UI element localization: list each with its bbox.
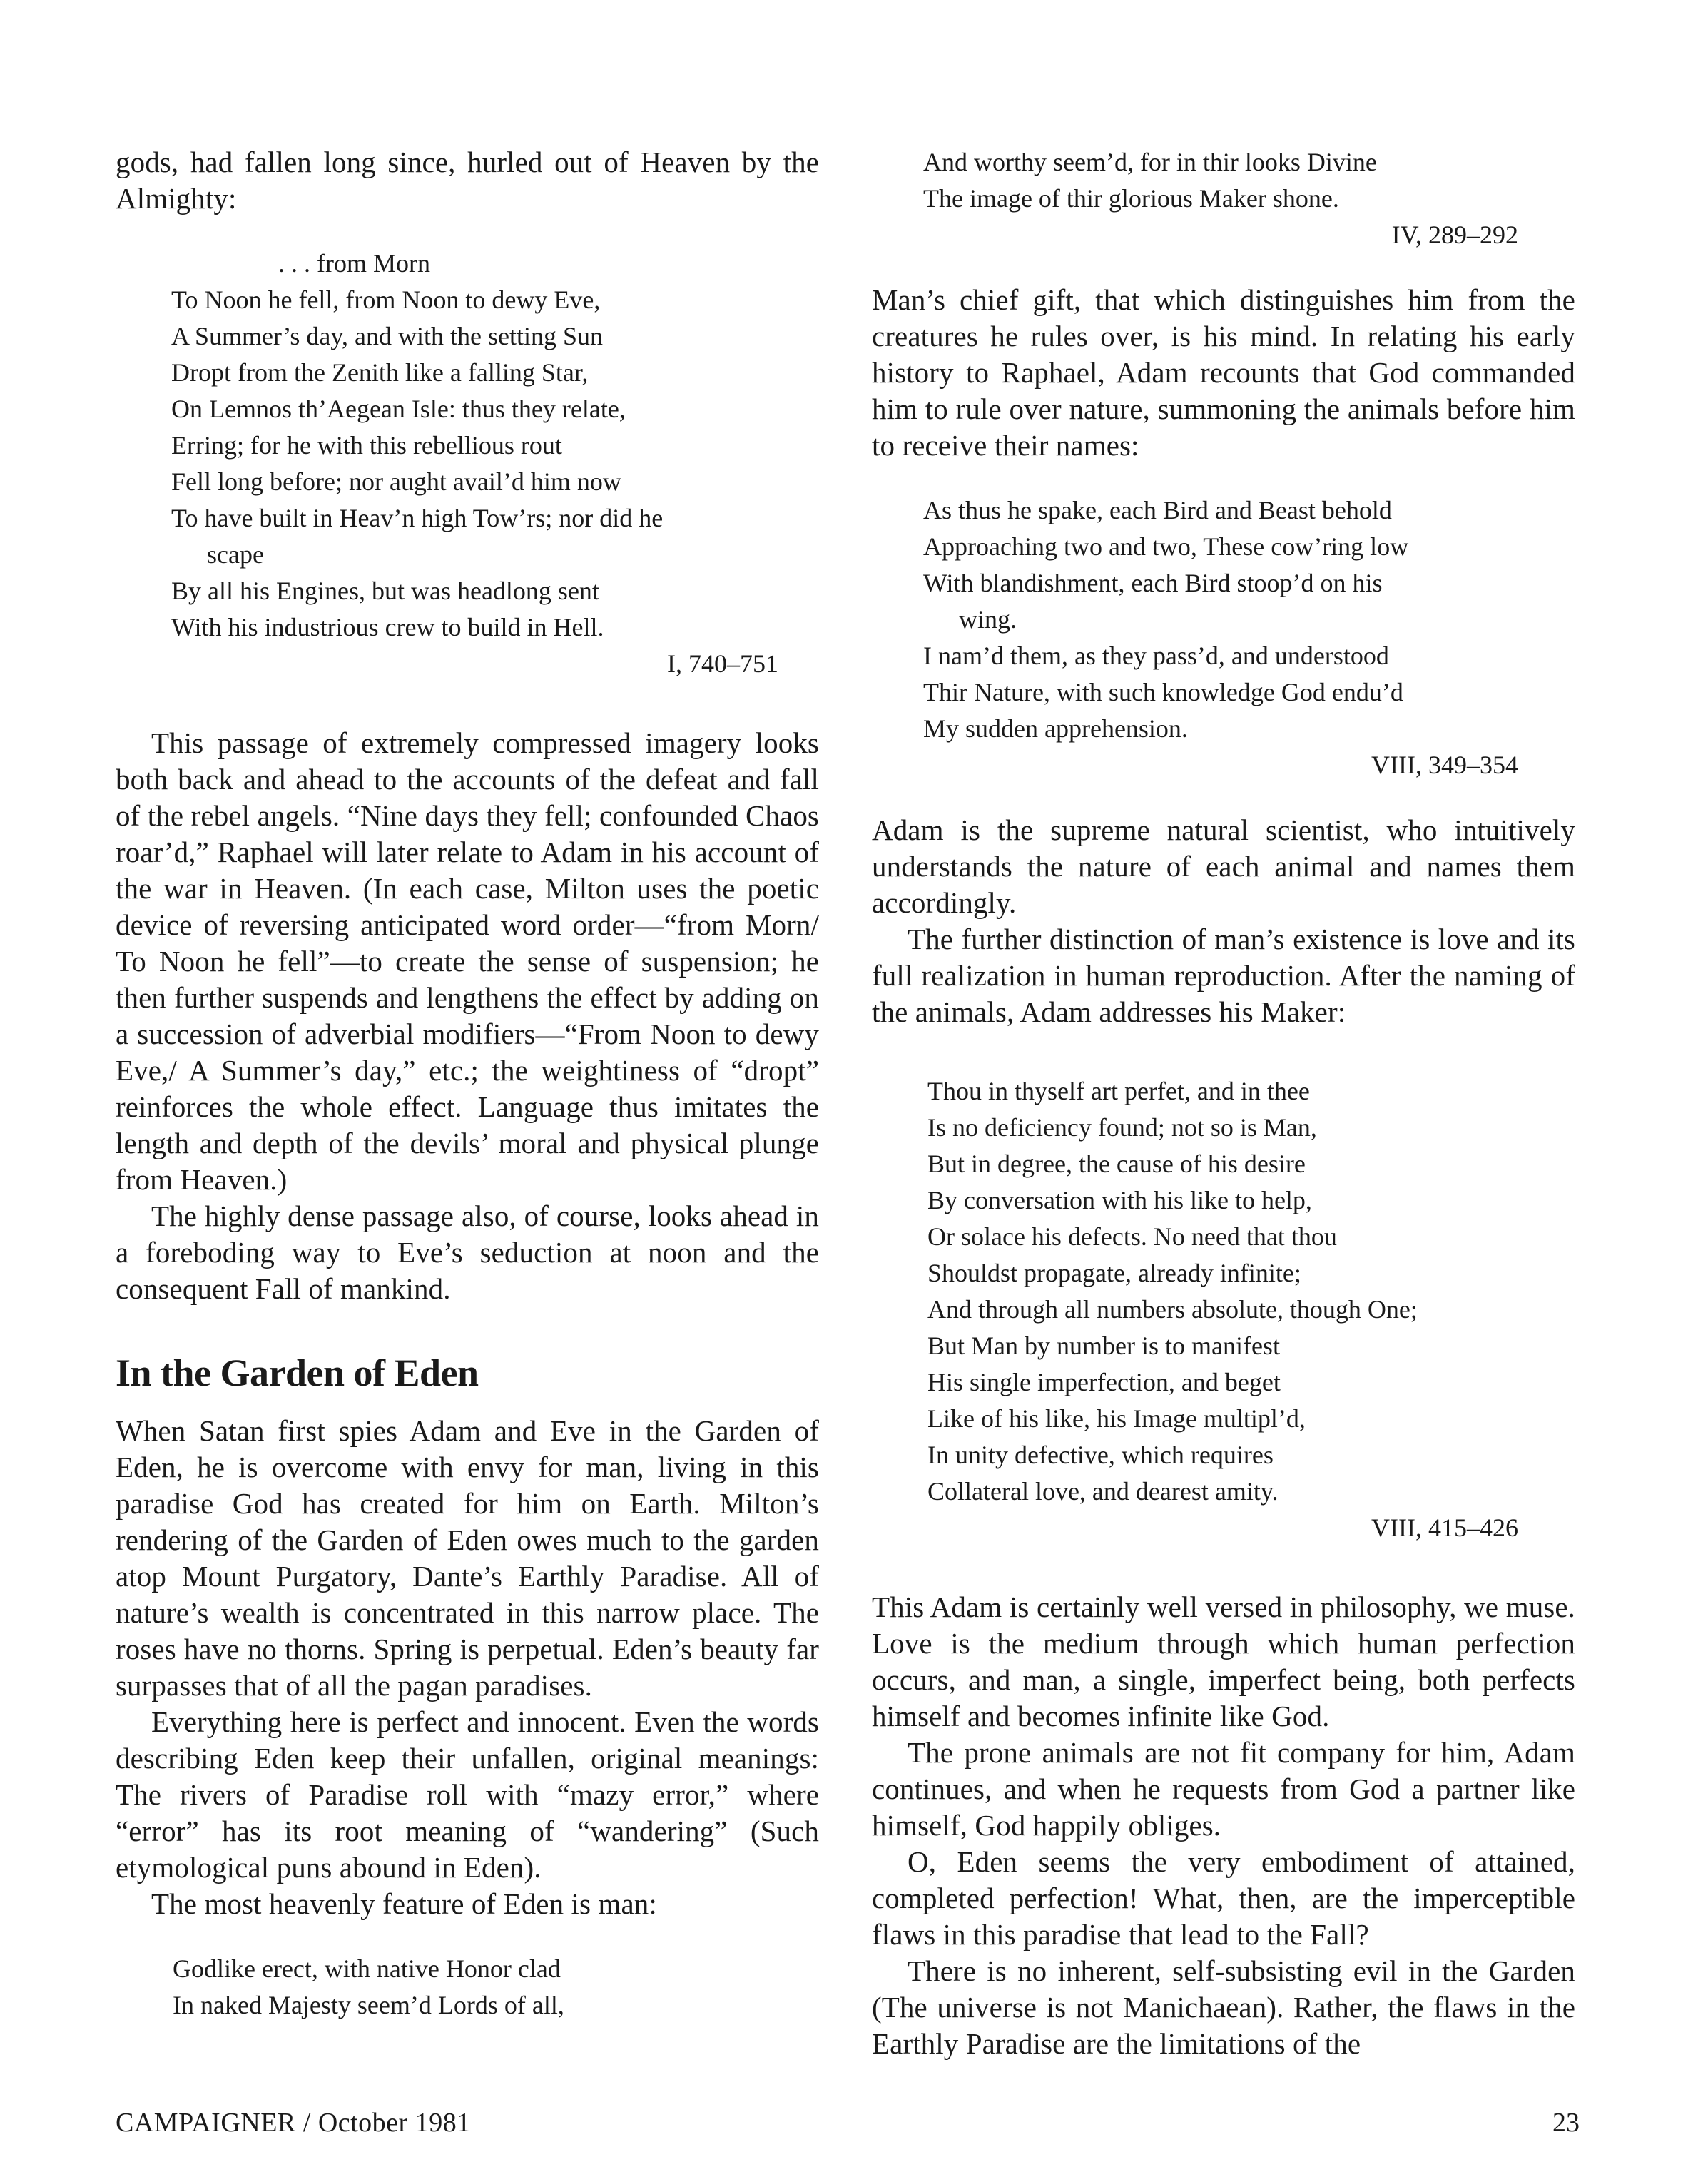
verse-line: A Summer’s day, and with the setting Sun — [171, 322, 603, 350]
paragraph: This Adam is certainly well versed in philosophy, we muse. Love is the medium through which human perfection occurs, and man, a single, imperfect being, both perfects himself and becomes infinite like God. — [872, 1590, 1575, 1732]
verse-line: But Man by number is to manifest — [927, 1331, 1280, 1360]
paragraph: Everything here is perfect and innocent. Even the words describing Eden keep their unfallen, original meanings: The rivers of Paradise roll with “mazy error,” where “error” has its root meaning of “wandering” (Such etymological puns abound in Eden). — [116, 1705, 819, 1884]
verse-line: As thus he spake, each Bird and Beast behold — [923, 496, 1392, 524]
verse-line: In unity defective, which requires — [927, 1441, 1274, 1469]
left-column — [116, 144, 819, 2024]
verse-quote — [872, 492, 1575, 783]
verse-line: My sudden apprehension. — [923, 714, 1188, 743]
verse-line: Approaching two and two, These cow’ring low — [923, 532, 1409, 561]
verse-line: But in degree, the cause of his desire — [927, 1150, 1306, 1178]
paragraph: The highly dense passage also, of course, looks ahead in a foreboding way to Eve’s seduction at noon and the consequent Fall of mankind. — [116, 1199, 819, 1305]
verse-line: By conversation with his like to help, — [927, 1186, 1312, 1214]
verse-line: And through all numbers absolute, though One; — [927, 1295, 1418, 1324]
verse-line: On Lemnos th’Aegean Isle: thus they relate, — [171, 395, 626, 423]
verse-line: Erring; for he with this rebellious rout — [171, 431, 562, 460]
verse-citation: I, 740–751 — [667, 649, 778, 678]
right-column — [872, 144, 1575, 2062]
verse-line: With blandishment, each Bird stoop’d on his — [923, 569, 1383, 597]
verse-line: Thou in thyself art perfet, and in thee — [927, 1077, 1310, 1105]
paragraph: The most heavenly feature of Eden is man: — [151, 1887, 657, 1920]
verse-line: Shouldst propagate, already infinite; — [927, 1259, 1301, 1287]
verse-line: In naked Majesty seem’d Lords of all, — [173, 1991, 564, 2019]
verse-quote — [872, 1073, 1575, 1546]
verse-line: wing. — [959, 605, 1017, 634]
page-number: 23 — [1552, 2108, 1580, 2138]
paragraph: Man’s chief gift, that which distinguishes him from the creatures he rules over, is his mind. In relating his early history to Raphael, Adam recounts that God commanded him to rule over nature, summoning the animals before him to receive their names: — [872, 283, 1575, 462]
verse-line: scape — [207, 540, 264, 569]
verse-line: To Noon he fell, from Noon to dewy Eve, — [171, 285, 601, 314]
verse-line: Collateral love, and dearest amity. — [927, 1477, 1279, 1506]
verse-line: By all his Engines, but was headlong sent — [171, 577, 599, 605]
verse-citation: IV, 289–292 — [1391, 220, 1518, 249]
verse-line: Or solace his defects. No need that thou — [927, 1222, 1337, 1251]
paragraph: gods, had fallen long since, hurled out of Heaven by the Almighty: — [116, 146, 819, 215]
paragraph: The prone animals are not fit company for him, Adam continues, and when he requests from God a partner like himself, God happily obliges. — [872, 1736, 1575, 1842]
verse-line: Is no deficiency found; not so is Man, — [927, 1113, 1317, 1142]
verse-line: Like of his like, his Image multipl’d, — [927, 1404, 1306, 1433]
verse-citation: VIII, 415–426 — [1371, 1513, 1518, 1542]
verse-line: And worthy seem’d, for in thir looks Divine — [923, 148, 1377, 176]
verse-line: The image of thir glorious Maker shone. — [923, 184, 1339, 213]
verse-line: Thir Nature, with such knowledge God endu’d — [923, 678, 1403, 706]
publication-footer: CAMPAIGNER / October 1981 — [116, 2108, 471, 2138]
verse-line: Dropt from the Zenith like a falling Star, — [171, 358, 589, 387]
verse-line: Godlike erect, with native Honor clad — [173, 1954, 561, 1983]
verse-quote — [116, 1951, 819, 2024]
paragraph: There is no inherent, self-subsisting evil in the Garden (The universe is not Manichaean). Rather, the flaws in the Earthly Paradise are the limitations of the — [872, 1954, 1575, 2060]
verse-citation: VIII, 349–354 — [1371, 751, 1518, 779]
paragraph: Adam is the supreme natural scientist, who intuitively understands the nature of each animal and names them accordingly. — [872, 813, 1575, 919]
paragraph: This passage of extremely compressed imagery looks both back and ahead to the accounts of the defeat and fall of the rebel angels. “Nine days they fell; confounded Chaos roar’d,” Raphael will later relate to Adam in his account of the war in Heaven. (In each case, Milton uses the poetic device of reversing anticipated word order—“from Morn/ To Noon he fell”—to create the sense of suspension; he then further suspends and lengthens the effect by adding on a succession of adverbial modifiers—“From Noon to dewy Eve,/ A Summer’s day,” etc.; the weightiness of “dropt” reinforces the whole effect. Language thus imitates the length and depth of the devils’ moral and physical plunge from Heaven.) — [116, 726, 819, 1196]
verse-line: To have built in Heav’n high Tow’rs; nor did he — [171, 504, 664, 532]
verse-line: I nam’d them, as they pass’d, and understood — [923, 641, 1389, 670]
paragraph: The further distinction of man’s existence is love and its full realization in human reproduction. After the naming of the animals, Adam addresses his Maker: — [872, 923, 1575, 1028]
section-heading: In the Garden of Eden — [116, 1351, 479, 1394]
verse-line: Fell long before; nor aught avail’d him now — [171, 467, 621, 496]
paragraph: O, Eden seems the very embodiment of attained, completed perfection! What, then, are the imperceptible flaws in this paradise that lead to the Fall? — [872, 1845, 1575, 1951]
paragraph: When Satan first spies Adam and Eve in the Garden of Eden, he is overcome with envy for man, living in this paradise God has created for him on Earth. Milton’s rendering of the Garden of Eden owes much to the garden atop Mount Purgatory, Dante’s Earthly Paradise. All of nature’s wealth is concentrated in this narrow place. The roses have no thorns. Spring is perpetual. Eden’s beauty far surpasses that of all the pagan paradises. — [116, 1414, 819, 1702]
verse-quote — [872, 144, 1575, 253]
verse-line: . . . from Morn — [278, 249, 430, 278]
verse-line: With his industrious crew to build in Hell. — [171, 613, 604, 641]
verse-line: His single imperfection, and beget — [927, 1368, 1281, 1396]
verse-quote — [116, 245, 819, 682]
